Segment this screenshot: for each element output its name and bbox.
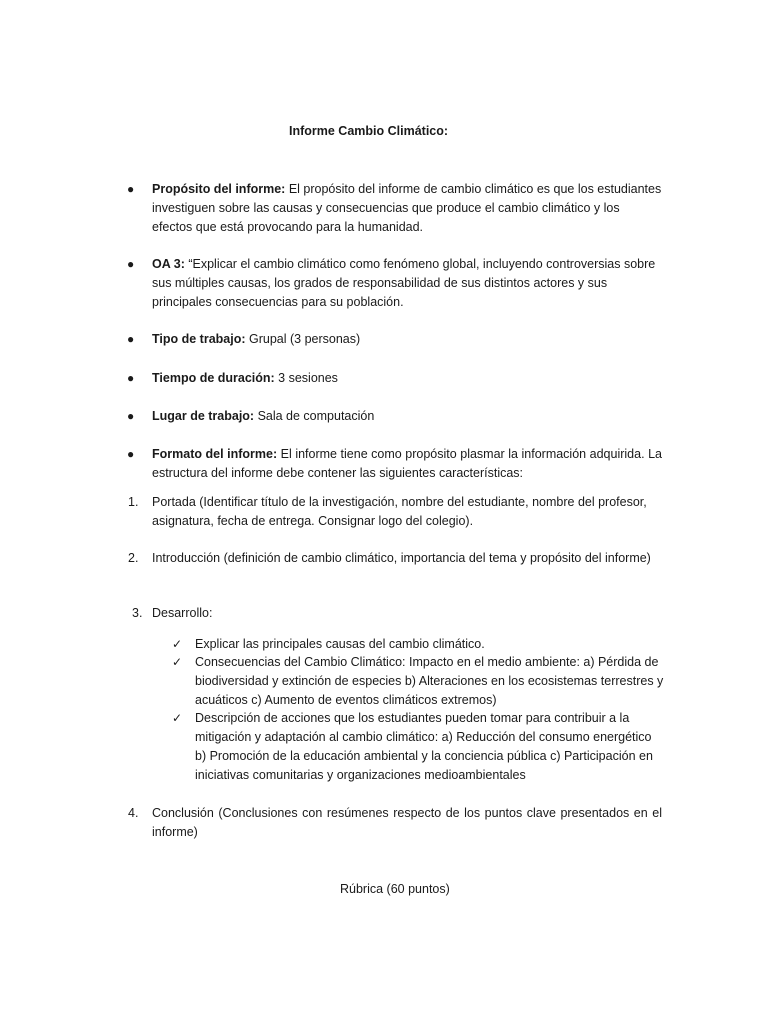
check-item-causas — [172, 635, 665, 654]
bullet-label: Propósito del informe: — [152, 182, 286, 196]
bullet-text: Grupal (3 personas) — [245, 332, 361, 346]
numbered-label: 4. — [128, 806, 139, 820]
bullet-text: “Explicar el cambio climático como fenómeno global, incluyendo controversias sobre sus múltiples causas, los grados de responsabilidad de sus distintos actores y sus principales consecuencias para su población. — [152, 257, 656, 309]
numbered-text: Portada (Identificar título de la investigación, nombre del estudiante, nombre del profesor, asignatura, fecha de entrega. Consignar logo del colegio). — [152, 495, 647, 528]
bullet-proposito — [127, 180, 662, 237]
bullet-label: Tiempo de duración: — [152, 371, 275, 385]
bullet-dot-icon: ● — [127, 332, 135, 346]
check-text: Descripción de acciones que los estudiantes pueden tomar para contribuir a la mitigación y adaptación al cambio climático: a) Reducción del consumo energético b) Promoción de la educación ambiental y la conciencia pública c) Participación en iniciativas comunitarias y organizaciones medioambientales — [195, 711, 653, 782]
bullet-tiempo-duracion — [127, 369, 662, 388]
bullet-text: El informe tiene como propósito plasmar la información adquirida. La estructura del informe debe contener las siguientes características: — [152, 447, 662, 480]
document-title: Informe Cambio Climático: — [289, 124, 449, 138]
numbered-label: 3. — [132, 606, 143, 620]
bullet-oa3 — [127, 255, 662, 312]
numbered-label: 1. — [128, 495, 139, 509]
rubric-heading: Rúbrica (60 puntos) — [340, 882, 450, 896]
bullet-dot-icon: ● — [127, 182, 135, 196]
numbered-item-desarrollo — [132, 604, 662, 623]
bullet-tipo-trabajo — [127, 330, 662, 349]
numbered-item-conclusion — [128, 804, 662, 842]
check-text: Consecuencias del Cambio Climático: Impacto en el medio ambiente: a) Pérdida de biodiversidad y extinción de especies b) Alteraciones en los ecosistemas terrestres y acuáticos c) Aumento de eventos climáticos extremos) — [195, 655, 664, 707]
numbered-text: Desarrollo: — [152, 606, 213, 620]
bullet-lugar-trabajo — [127, 407, 662, 426]
check-text: Explicar las principales causas del cambio climático. — [195, 637, 485, 651]
bullet-text: El propósito del informe de cambio climático es que los estudiantes investiguen sobre las causas y consecuencias que produce el cambio climático y los efectos que está provocando para la humanidad. — [152, 182, 662, 234]
checkmark-icon: ✓ — [172, 655, 183, 669]
numbered-label: 2. — [128, 551, 139, 565]
bullet-dot-icon: ● — [127, 371, 135, 385]
bullet-label: Lugar de trabajo: — [152, 409, 255, 423]
numbered-item-introduccion — [128, 549, 662, 568]
bullet-formato-informe — [127, 445, 662, 483]
checkmark-icon: ✓ — [172, 637, 183, 651]
numbered-text: Introducción (definición de cambio climático, importancia del tema y propósito del informe) — [152, 551, 651, 565]
numbered-item-portada — [128, 493, 662, 531]
bullet-dot-icon: ● — [127, 447, 135, 461]
bullet-label: Formato del informe: — [152, 447, 278, 461]
bullet-text: 3 sesiones — [274, 371, 338, 385]
check-item-consecuencias — [172, 653, 665, 710]
bullet-label: Tipo de trabajo: — [152, 332, 246, 346]
bullet-dot-icon: ● — [127, 409, 135, 423]
bullet-dot-icon: ● — [127, 257, 135, 271]
bullet-label: OA 3: — [152, 257, 185, 271]
checkmark-icon: ✓ — [172, 711, 183, 725]
bullet-text: Sala de computación — [254, 409, 375, 423]
check-item-acciones — [172, 709, 665, 785]
numbered-text: Conclusión (Conclusiones con resúmenes respecto de los puntos clave presentados en el informe) — [152, 806, 662, 839]
